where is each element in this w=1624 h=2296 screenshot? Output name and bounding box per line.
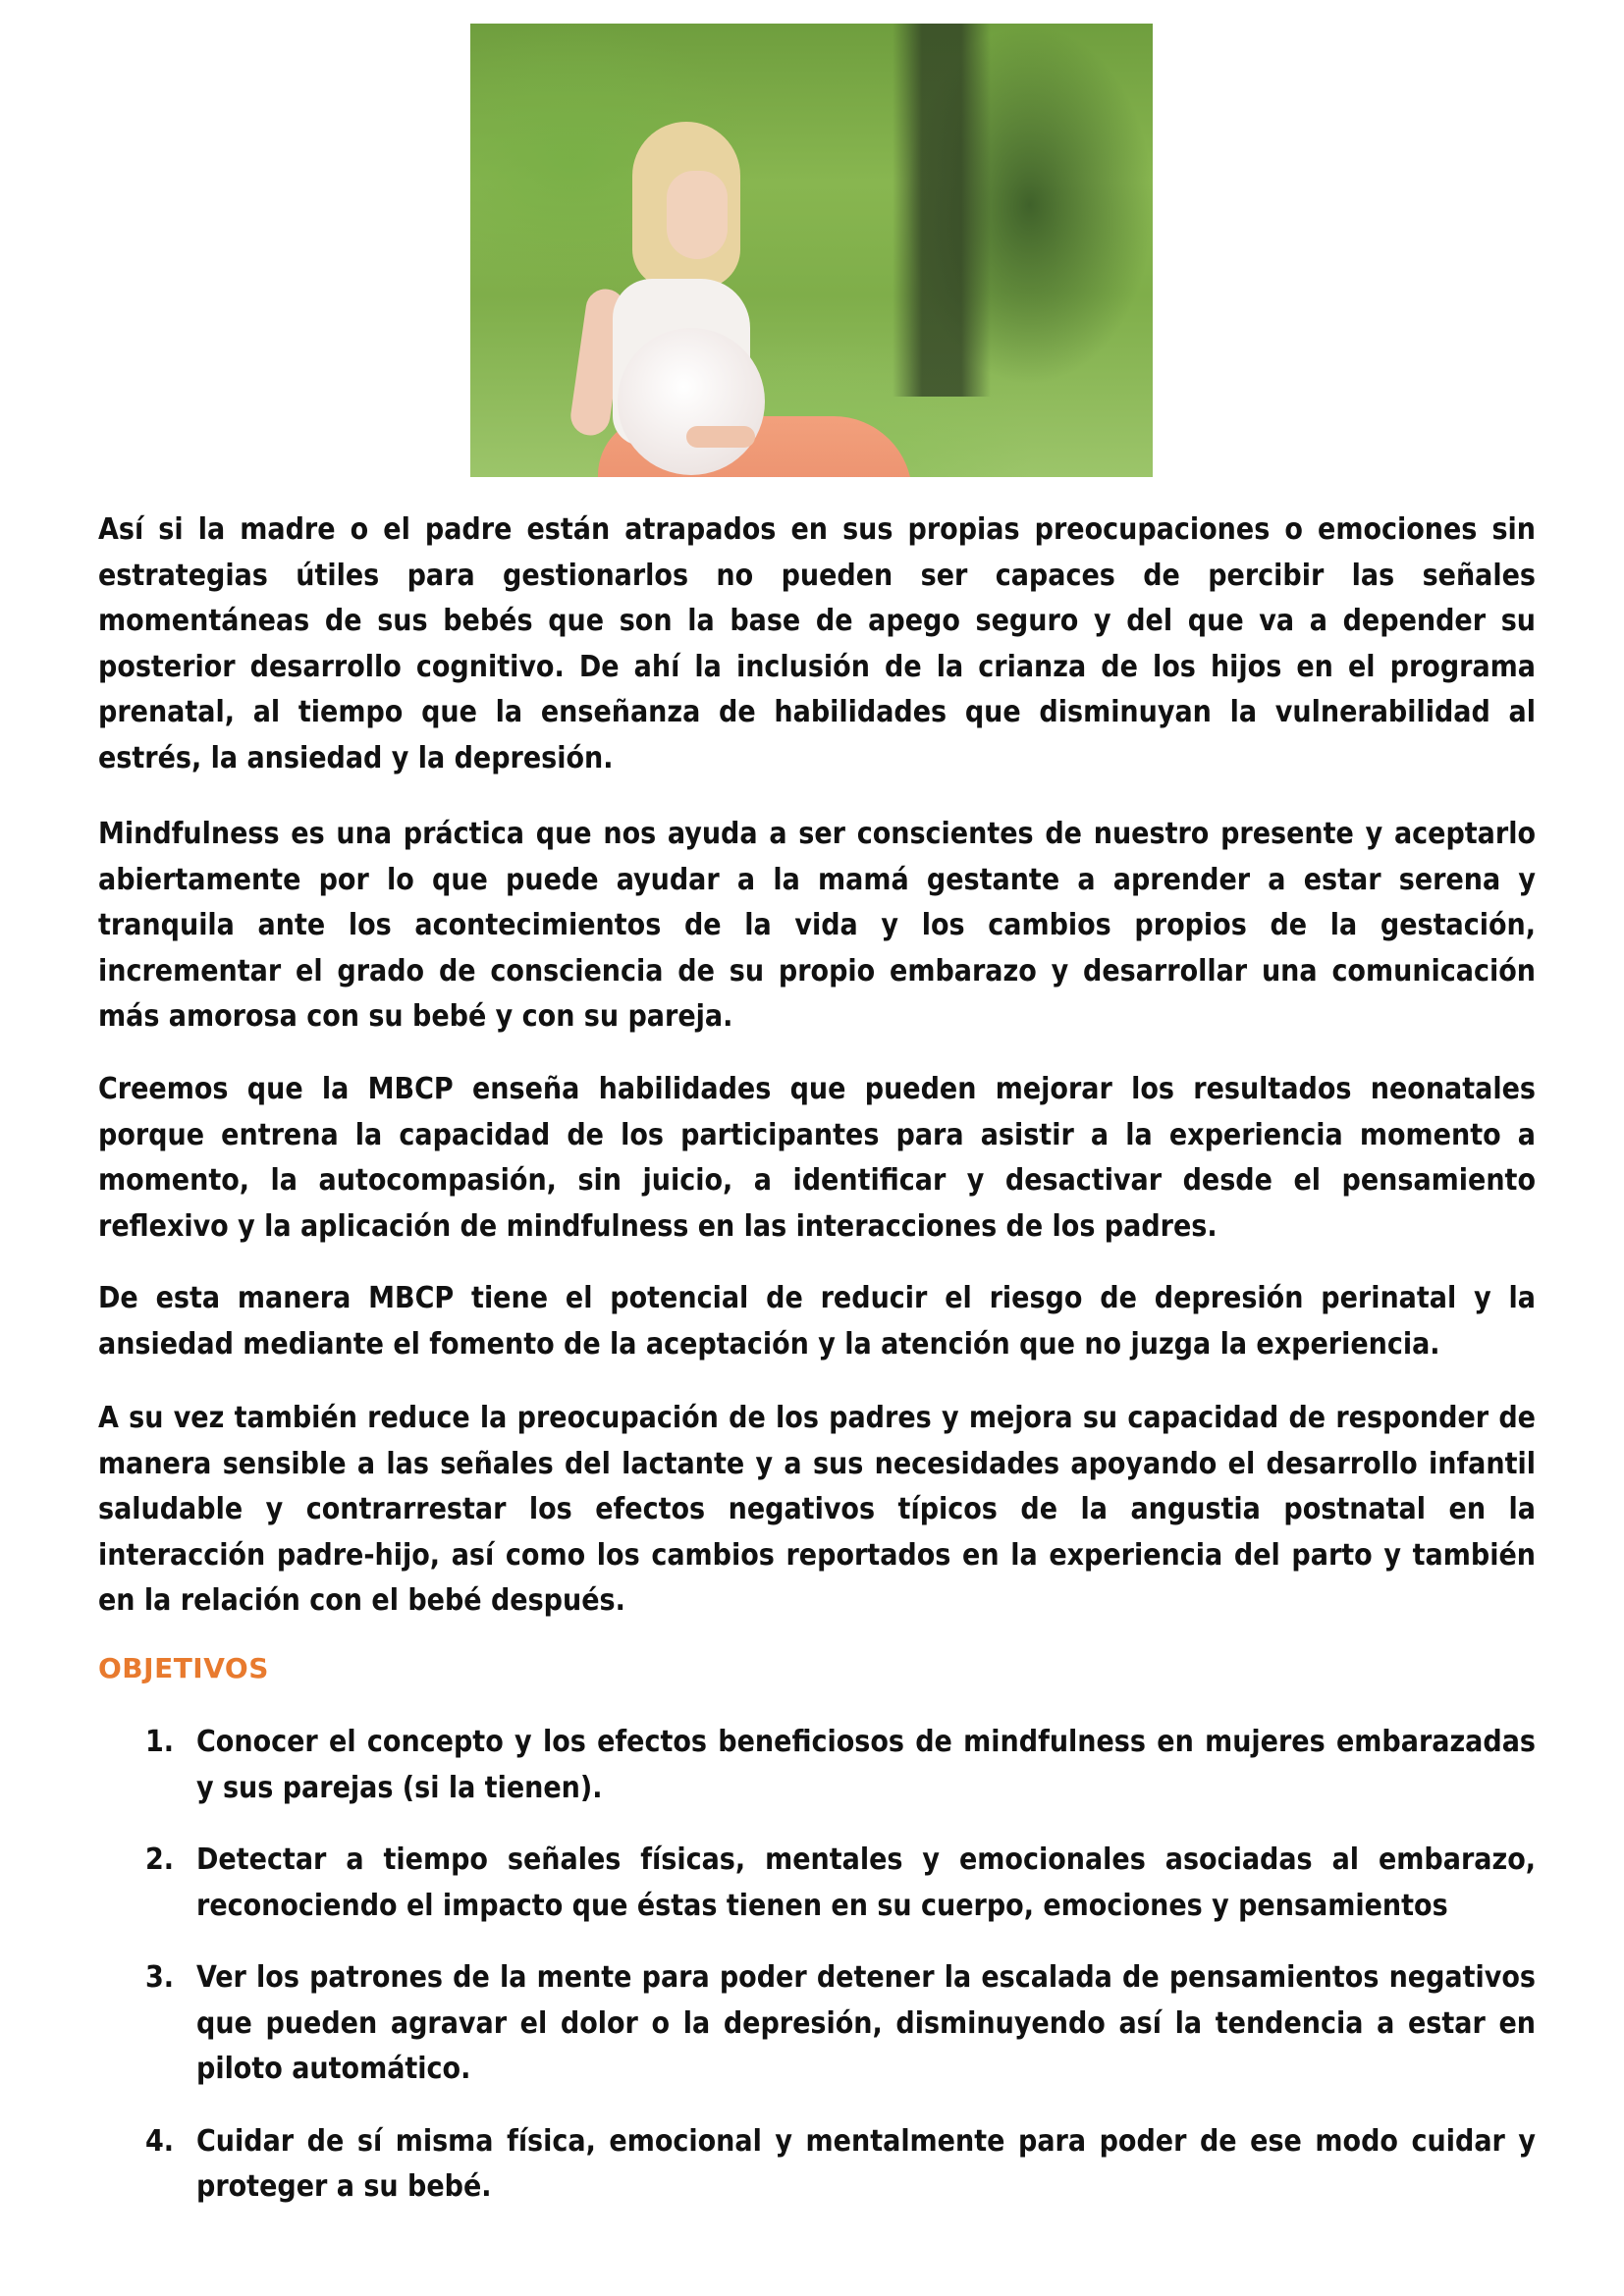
objective-text: Ver los patrones de la mente para poder detener la escalada de pensamientos negativos que pueden agravar el dolor o la depresión, disminuyendo así la tendencia a estar en piloto automático. [196, 1960, 1536, 2086]
objective-number: 3. [145, 1960, 175, 1995]
paragraph-text: Así si la madre o el padre están atrapados en sus propias preocupaciones o emociones sin estrategias útiles para gestionarlos no pueden ser capaces de percibir las señales momentáneas de sus bebés que son la base de apego seguro y del que va a depender su posterior desarrollo cognitivo. De ahí la inclusión de la crianza de los hijos en el programa prenatal, al tiempo que la enseñanza de habilidades que disminuyan la vulnerabilidad al estrés, la ansiedad y la depresión. [98, 512, 1536, 775]
hands-shape [686, 426, 755, 448]
objectives-list [98, 1720, 1536, 2211]
tree-trunk-shape [893, 24, 991, 397]
paragraph-text: Creemos que la MBCP enseña habilidades que pueden mejorar los resultados neonatales porque entrena la capacidad de los participantes para asistir a la experiencia momento a momento, la autocompasión, sin juicio, a identificar y desactivar desde el pensamiento reflexivo y la aplicación de mindfulness en las interacciones de los padres. [98, 1072, 1536, 1244]
objective-item [98, 2119, 1536, 2211]
objective-text: Conocer el concepto y los efectos beneficiosos de mindfulness en mujeres embarazadas y sus parejas (si la tienen). [196, 1725, 1536, 1805]
objective-text: Detectar a tiempo señales físicas, mentales y emocionales asociadas al embarazo, reconociendo el impacto que éstas tienen en su cuerpo, emociones y pensamientos [196, 1842, 1536, 1923]
face-shape [667, 171, 728, 259]
pregnant-woman-forest-photo [470, 24, 1153, 477]
paragraph-3 [98, 1067, 1536, 1250]
objective-number: 2. [145, 1842, 175, 1877]
belly-shape [618, 328, 765, 475]
objective-item [98, 1955, 1536, 2093]
paragraph-5 [98, 1396, 1536, 1625]
paragraph-2 [98, 812, 1536, 1041]
objective-item [98, 1720, 1536, 1811]
paragraph-4 [98, 1276, 1536, 1367]
objective-number: 1. [145, 1725, 175, 1759]
paragraph-text: Mindfulness es una práctica que nos ayuda a ser conscientes de nuestro presente y aceptarlo abiertamente por lo que puede ayudar a la mamá gestante a aprender a estar serena y tranquila ante los acontecimientos de la vida y los cambios propios de la gestación, incrementar el grado de consciencia de su propio embarazo y desarrollar una comunicación más amorosa con su bebé y con su pareja. [98, 817, 1536, 1034]
objective-item [98, 1838, 1536, 1929]
paragraph-1 [98, 507, 1536, 781]
objective-number: 4. [145, 2123, 175, 2159]
paragraph-text: De esta manera MBCP tiene el potencial de reducir el riesgo de depresión perinatal y la ansiedad mediante el fomento de la aceptación y la atención que no juzga la experiencia. [98, 1281, 1536, 1362]
paragraph-text: A su vez también reduce la preocupación de los padres y mejora su capacidad de responder de manera sensible a las señales del lactante y a sus necesidades apoyando el desarrollo infantil saludable y contrarrestar los efectos negativos típicos de la angustia postnatal en la interacción padre-hijo, así como los cambios reportados en la experiencia del parto y también en la relación con el bebé después. [98, 1401, 1536, 1618]
objective-text: Cuidar de sí misma física, emocional y mentalmente para poder de ese modo cuidar y proteger a su bebé. [196, 2123, 1536, 2204]
objectives-heading: OBJETIVOS [98, 1652, 269, 1684]
